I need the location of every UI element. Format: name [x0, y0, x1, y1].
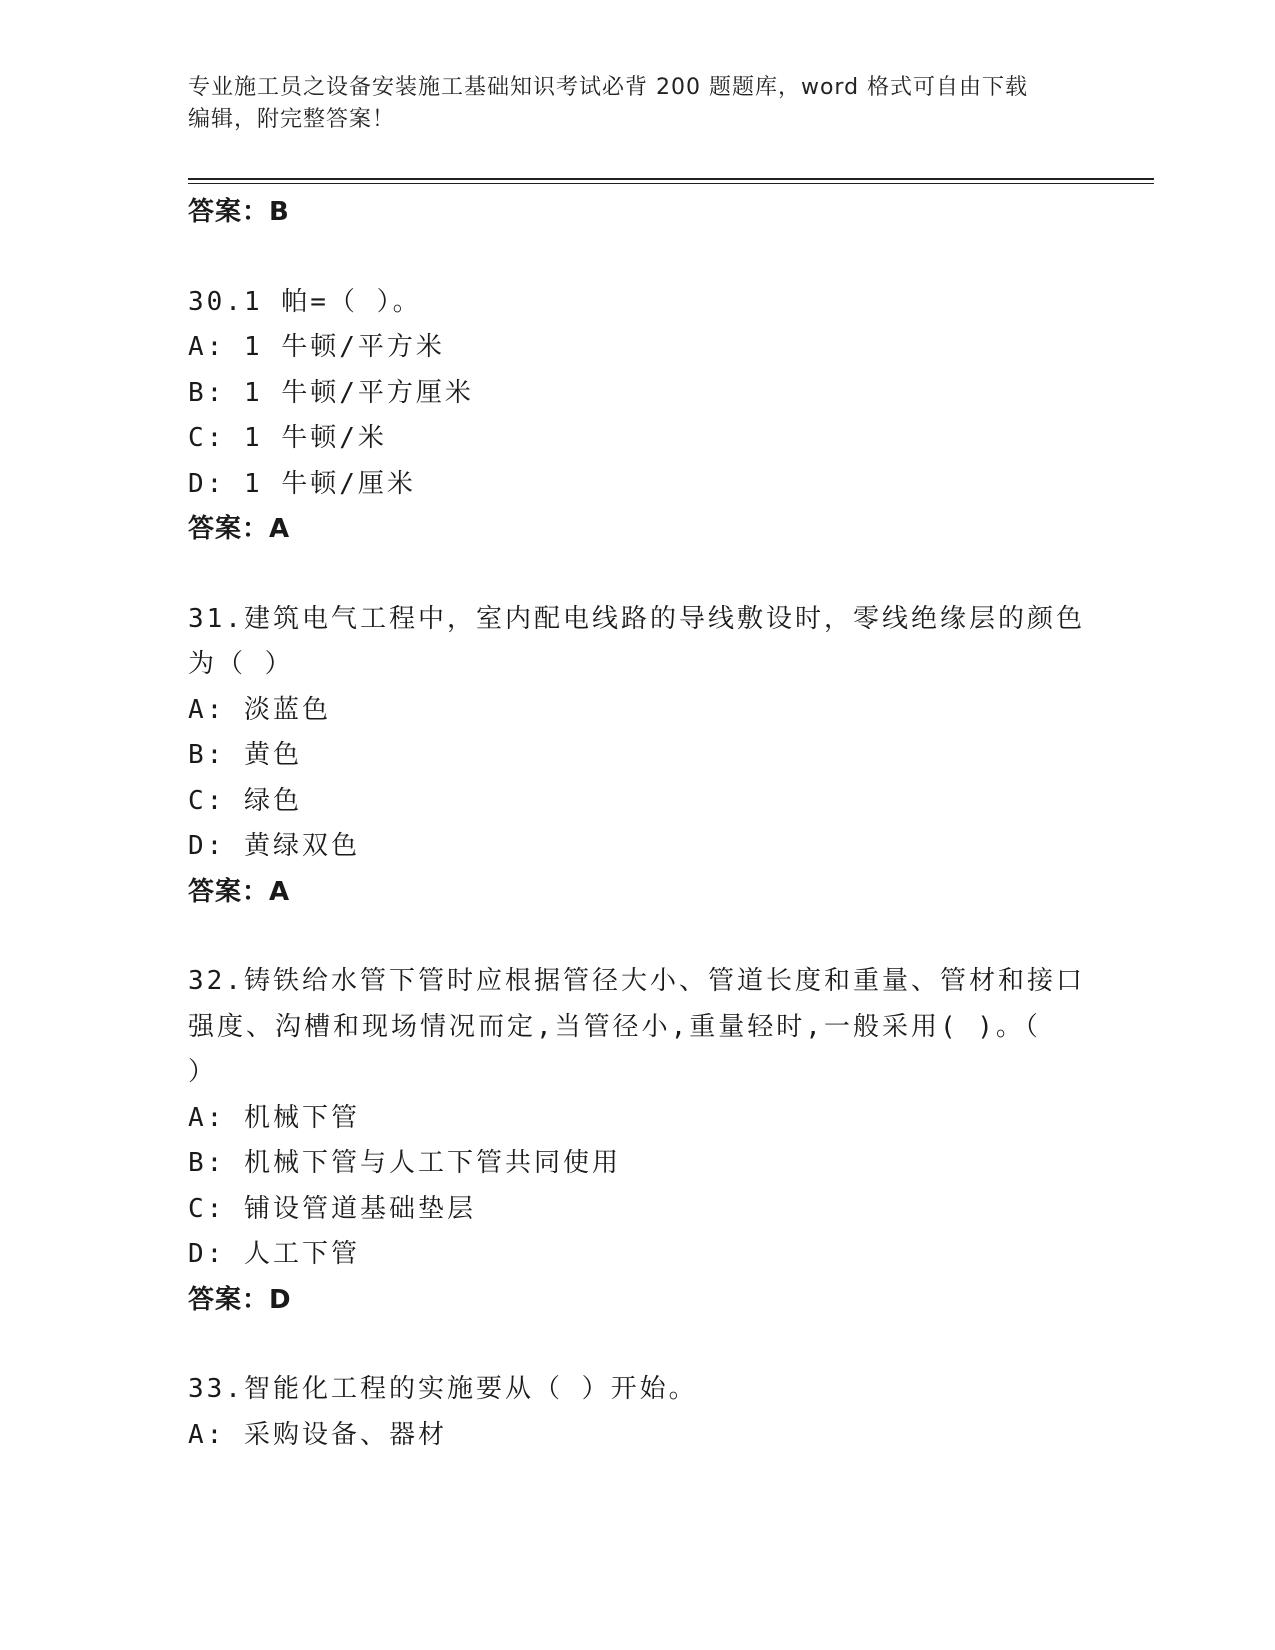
question-stem: 30.1 帕=（ ）。 — [188, 286, 422, 317]
header-line-2: 编辑，附完整答案！ — [188, 107, 396, 132]
question-stem: 32.铸铁给水管下管时应根据管径大小、管道长度和重量、管材和接口 — [188, 966, 1085, 996]
header-rule-thick — [188, 178, 1154, 180]
document-body — [188, 190, 1088, 1458]
option-a: A: 1 牛顿/平方米 — [188, 332, 445, 362]
question-stem-continued: 强度、沟槽和现场情况而定,当管径小,重量轻时,一般采用( )。（ — [188, 1011, 1041, 1042]
question-31 — [188, 597, 1088, 916]
option-d: D: 1 牛顿/厘米 — [188, 468, 416, 499]
option-a: A: 采购设备、器材 — [188, 1419, 447, 1450]
option-d: D: 黄绿双色 — [188, 831, 360, 861]
question-stem-continued: 为（ ） — [188, 649, 294, 679]
question-stem-continued: ） — [188, 1057, 218, 1087]
question-33 — [188, 1367, 1088, 1458]
previous-answer: 答案：B — [188, 197, 290, 227]
option-a: A: 淡蓝色 — [188, 694, 331, 725]
option-c: C: 1 牛顿/米 — [188, 423, 387, 453]
option-d: D: 人工下管 — [188, 1239, 360, 1269]
question-answer: 答案：A — [188, 514, 291, 544]
option-b: B: 黄色 — [188, 740, 302, 770]
question-stem: 33.智能化工程的实施要从（ ）开始。 — [188, 1374, 698, 1404]
question-answer: 答案：D — [188, 1284, 292, 1315]
option-b: B: 机械下管与人工下管共同使用 — [188, 1148, 621, 1178]
option-a: A: 机械下管 — [188, 1102, 360, 1133]
option-b: B: 1 牛顿/平方厘米 — [188, 377, 474, 408]
option-c: C: 铺设管道基础垫层 — [188, 1193, 476, 1224]
document-header — [188, 72, 1068, 136]
question-answer: 答案：A — [188, 876, 291, 907]
question-30 — [188, 280, 1088, 553]
question-stem: 31.建筑电气工程中，室内配电线路的导线敷设时，零线绝缘层的颜色 — [188, 603, 1085, 634]
header-line-1: 专业施工员之设备安装施工基础知识考试必背 200 题题库，word 格式可自由下载 — [188, 75, 1029, 100]
question-32 — [188, 959, 1088, 1323]
header-rule-thin — [188, 183, 1154, 184]
option-c: C: 绿色 — [188, 785, 302, 816]
